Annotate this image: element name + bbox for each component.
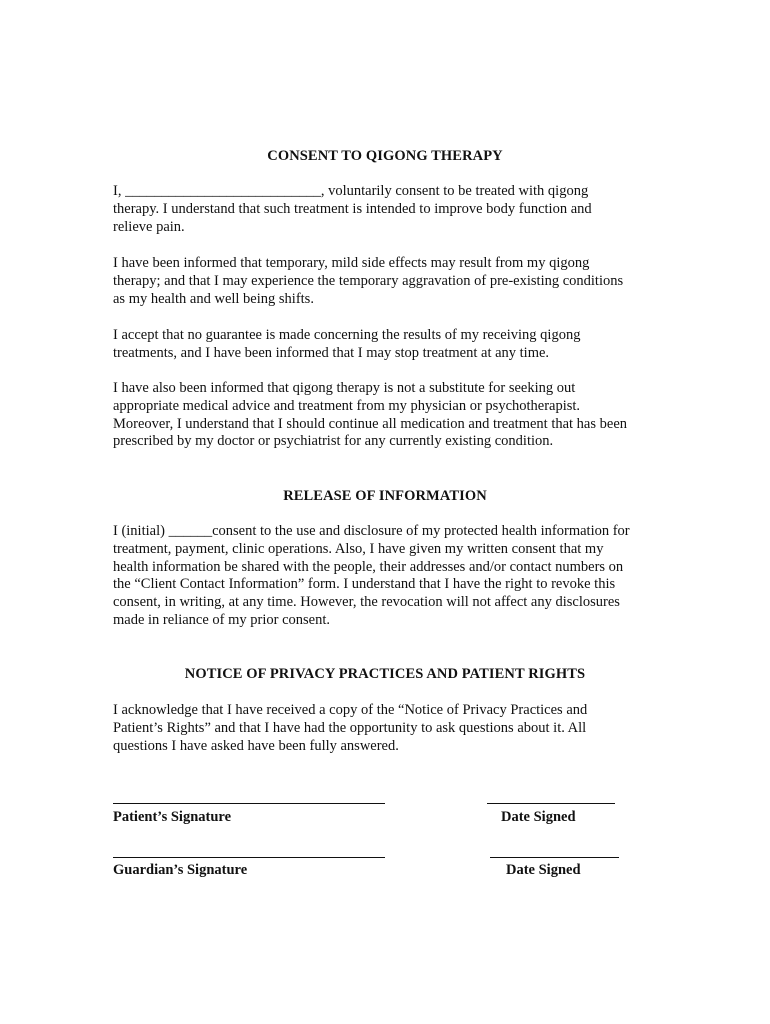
consent-paragraph-3 <box>113 327 658 363</box>
consent-paragraph-4 <box>113 380 658 451</box>
guardian-date-line[interactable] <box>490 857 619 858</box>
paragraph-line: I have been informed that temporary, mild side effects may result from my qigong <box>113 255 590 271</box>
consent-paragraph-1 <box>113 183 658 236</box>
paragraph-line: I (initial) ______consent to the use and disclosure of my protected health information for <box>113 523 630 539</box>
paragraph-line: Moreover, I understand that I should continue all medication and treatment that has been <box>113 415 628 432</box>
paragraph-line: treatments, and I have been informed that I may stop treatment at any time. <box>113 344 550 361</box>
paragraph-line: treatment, payment, clinic operations. Also, I have given my written consent that my <box>113 540 604 557</box>
guardian-date-label: Date Signed <box>506 862 581 878</box>
guardian-signature-label: Guardian’s Signature <box>113 862 248 878</box>
patient-signature-line[interactable] <box>113 803 385 804</box>
patient-date-line[interactable] <box>487 803 615 804</box>
release-paragraph <box>113 523 658 630</box>
privacy-title: NOTICE OF PRIVACY PRACTICES AND PATIENT RIGHTS <box>184 666 586 682</box>
paragraph-line: prescribed by my doctor or psychiatrist for any currently existing condition. <box>113 433 554 450</box>
paragraph-line: therapy; and that I may experience the temporary aggravation of pre-existing conditions <box>113 272 624 289</box>
patient-signature-label: Patient’s Signature <box>113 809 232 825</box>
paragraph-line: relieve pain. <box>113 218 185 235</box>
consent-paragraph-2 <box>113 255 658 308</box>
paragraph-line: the “Client Contact Information” form. I understand that I have the right to revoke this <box>113 576 616 593</box>
paragraph-line: made in reliance of my prior consent. <box>113 611 331 628</box>
paragraph-line: I acknowledge that I have received a copy of the “Notice of Privacy Practices and <box>113 702 588 718</box>
paragraph-line: I accept that no guarantee is made concerning the results of my receiving qigong <box>113 327 581 343</box>
paragraph-line: I have also been informed that qigong therapy is not a substitute for seeking out <box>113 380 576 396</box>
privacy-paragraph <box>113 702 658 755</box>
paragraph-line: consent, in writing, at any time. However, the revocation will not affect any disclosures <box>113 594 620 611</box>
paragraph-line: questions I have asked have been fully answered. <box>113 737 399 754</box>
paragraph-line: as my health and well being shifts. <box>113 290 314 307</box>
paragraph-line: appropriate medical advice and treatment from my physician or psychotherapist. <box>113 397 581 414</box>
paragraph-line: I, ___________________________, voluntarily consent to be treated with qigong <box>113 183 589 199</box>
guardian-signature-line[interactable] <box>113 857 385 858</box>
paragraph-line: health information be shared with the people, their addresses and/or contact numbers on <box>113 558 624 575</box>
release-title: RELEASE OF INFORMATION <box>283 488 487 504</box>
consent-title: CONSENT TO QIGONG THERAPY <box>267 148 503 164</box>
patient-date-label: Date Signed <box>501 809 576 825</box>
paragraph-line: therapy. I understand that such treatment is intended to improve body function and <box>113 200 592 217</box>
paragraph-line: Patient’s Rights” and that I have had the opportunity to ask questions about it. All <box>113 719 587 736</box>
